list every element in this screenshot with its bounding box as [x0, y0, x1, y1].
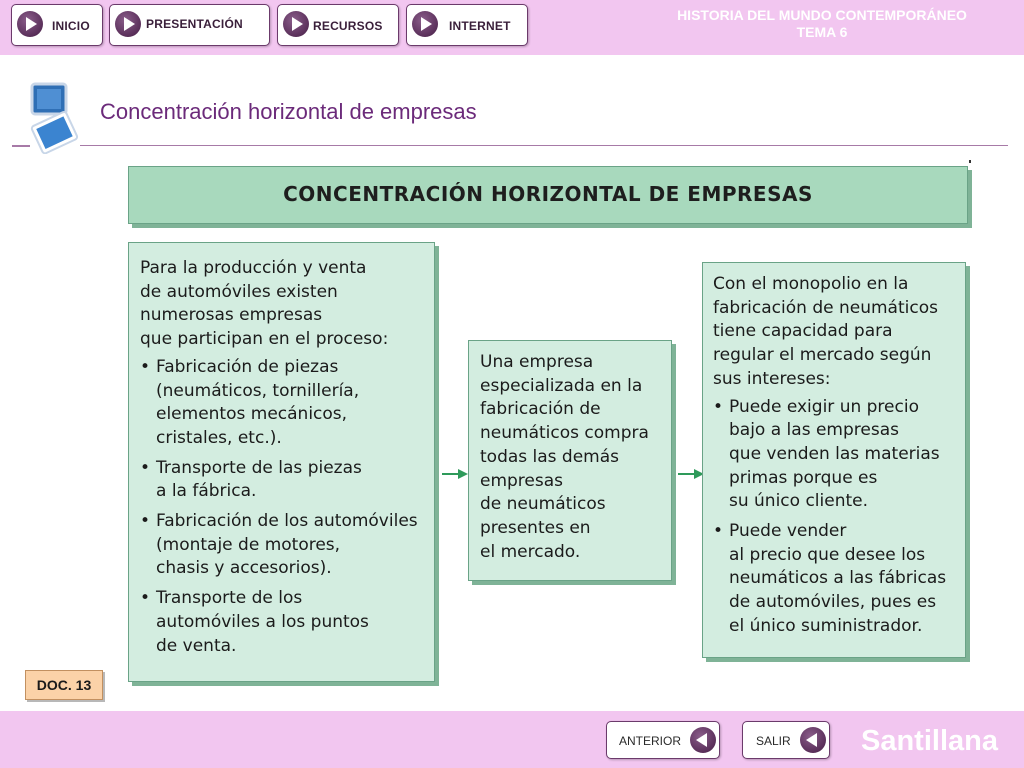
text-line: Una empresa [480, 352, 594, 372]
top-navigation-bar [0, 0, 1024, 55]
text-line: empresas [480, 470, 564, 491]
internet-button[interactable] [406, 4, 528, 46]
monitor-icon [26, 82, 82, 154]
list-item [140, 457, 434, 504]
merger-box [468, 340, 672, 581]
text-line: de neumáticos [480, 494, 606, 515]
text-line: neumáticos a las fábricas [729, 568, 947, 589]
list-item [140, 356, 434, 451]
text-line: al precio que desee los [729, 544, 926, 565]
play-icon [17, 11, 43, 37]
text-line: • Fabricación de los automóviles [156, 511, 418, 532]
text-line: bajo a las empresas [729, 420, 899, 441]
text-line: automóviles a los puntos [156, 611, 369, 632]
arrow-right-icon [442, 468, 468, 480]
text-line: que participan en el proceso: [140, 329, 389, 350]
text-line: el único suministrador. [729, 615, 923, 636]
text-line: sus intereses: [713, 368, 831, 389]
presentacion-label: PRESENTACIÓN [146, 17, 243, 31]
arrow-right-icon [678, 468, 704, 480]
text-line: presentes en [480, 517, 591, 538]
salir-button[interactable] [742, 721, 830, 759]
text-line: cristales, etc.). [156, 427, 282, 448]
process-bullets [140, 356, 434, 658]
text-line: todas las demás [480, 446, 620, 467]
inicio-button[interactable] [11, 4, 103, 46]
text-line: neumáticos compra [480, 423, 649, 444]
text-line: • Transporte de los [156, 588, 303, 609]
course-title [632, 7, 1012, 41]
text-line: elementos mecánicos, [156, 404, 348, 425]
text-line: • Puede vender [729, 521, 847, 542]
text-line: chasis y accesorios). [156, 558, 332, 579]
text-line: de automóviles existen [140, 281, 338, 302]
play-icon [283, 11, 309, 37]
process-box [128, 242, 435, 682]
text-line: (neumáticos, tornillería, [156, 380, 360, 401]
text-line: regular el mercado según [713, 345, 932, 366]
course-title-line1: HISTORIA DEL MUNDO CONTEMPORÁNEO [677, 7, 967, 23]
text-line: (montaje de motores, [156, 534, 341, 555]
brand-logo: Santillana [861, 725, 998, 757]
course-title-line2: TEMA 6 [796, 24, 848, 40]
page-title: Concentración horizontal de empresas [100, 99, 477, 124]
anterior-label: ANTERIOR [619, 734, 682, 748]
inicio-label: INICIO [52, 19, 90, 33]
text-line: el mercado. [480, 541, 581, 562]
back-arrow-icon [690, 727, 716, 753]
play-icon [412, 11, 438, 37]
play-icon [115, 11, 141, 37]
text-line: fabricación de [480, 399, 601, 420]
text-line: numerosas empresas [140, 305, 323, 326]
text-line: de automóviles, pues es [729, 592, 937, 613]
text-line: su único cliente. [729, 491, 869, 512]
text-line: a la fábrica. [156, 481, 257, 502]
text-line: tiene capacidad para [713, 321, 893, 342]
process-intro [140, 257, 434, 352]
list-item [713, 520, 965, 639]
internet-label: INTERNET [449, 19, 511, 33]
merger-text [480, 351, 671, 564]
anterior-button[interactable] [606, 721, 720, 759]
text-line: fabricación de neumáticos [713, 297, 938, 318]
text-line: • Fabricación de piezas [156, 356, 339, 377]
monopoly-box [702, 262, 966, 658]
monopoly-bullets [713, 396, 965, 639]
text-line: que venden las materias [729, 443, 940, 464]
list-item [713, 396, 965, 515]
salir-label: SALIR [756, 734, 791, 748]
presentacion-button[interactable] [109, 4, 270, 46]
list-item [140, 587, 434, 658]
text-line: Con el monopolio en la [713, 274, 909, 294]
recursos-button[interactable] [277, 4, 399, 46]
document-header-title: CONCENTRACIÓN HORIZONTAL DE EMPRESAS [283, 182, 813, 206]
text-line: • Transporte de las piezas [156, 457, 362, 478]
text-line: especializada en la [480, 375, 643, 396]
text-line: de venta. [156, 635, 237, 656]
bottom-navigation-bar [0, 711, 1024, 768]
text-line: • Puede exigir un precio [729, 396, 919, 417]
divider-mark [969, 160, 971, 163]
recursos-label: RECURSOS [313, 19, 383, 33]
divider [80, 145, 1008, 146]
text-line: Para la producción y venta [140, 258, 367, 278]
text-line: primas porque es [729, 467, 878, 488]
list-item [140, 510, 434, 581]
divider [12, 145, 30, 147]
back-arrow-icon [800, 727, 826, 753]
monopoly-intro [713, 273, 965, 392]
document-number-label: DOC. 13 [25, 670, 103, 700]
document-header-box [128, 166, 968, 224]
